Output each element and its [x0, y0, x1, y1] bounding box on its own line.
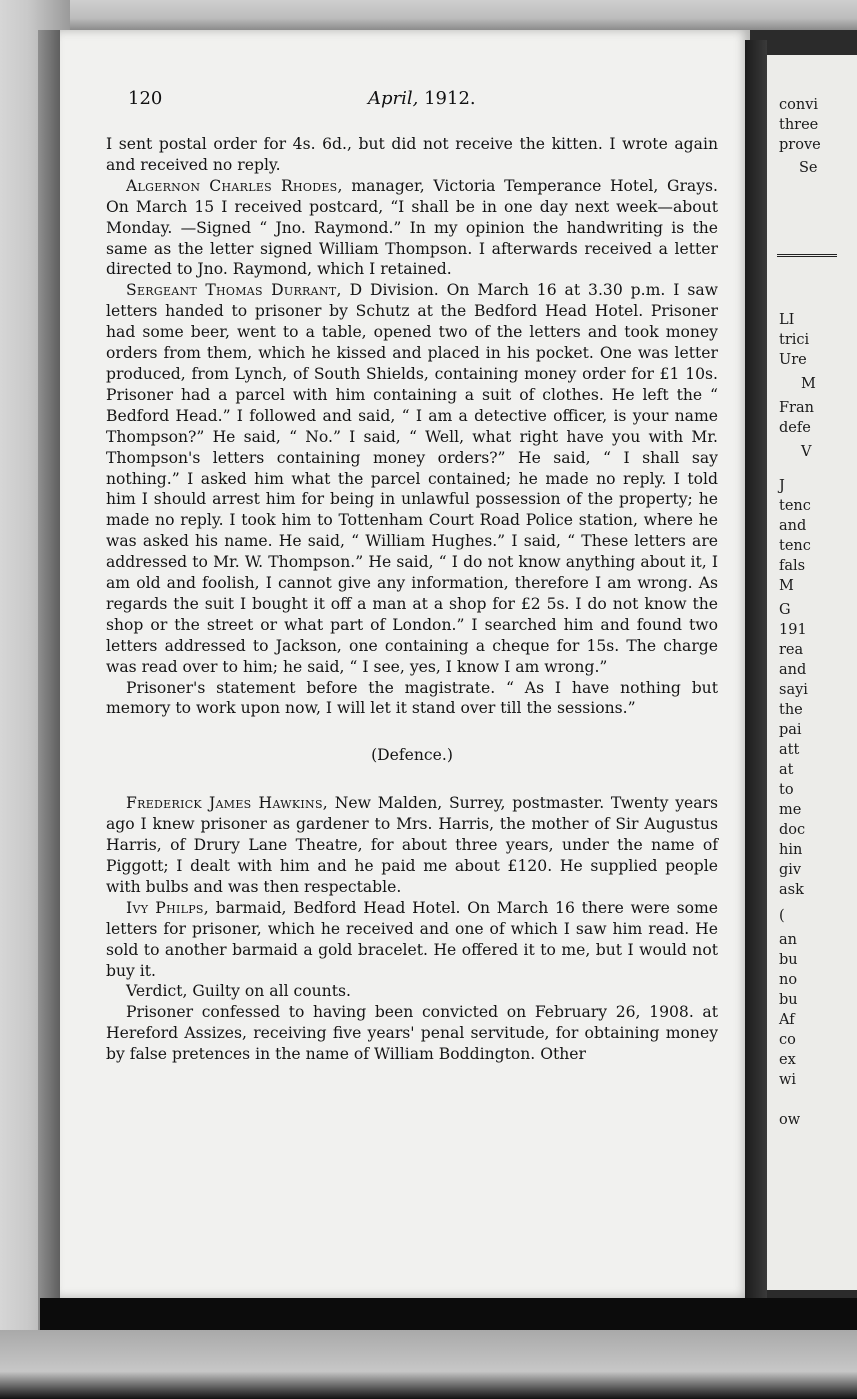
- facing-page-text: J: [779, 478, 785, 494]
- facing-page-text: the: [779, 702, 803, 718]
- paragraph: [106, 280, 718, 677]
- facing-page-text: trici: [779, 332, 810, 348]
- facing-page-text: three: [779, 117, 819, 133]
- paragraph-text: Prisoner's statement before the magistrate. “ As I have nothing but memory to work upon now, I will let it stand over till the sessions.”: [106, 678, 718, 718]
- facing-page-text: bu: [779, 952, 798, 968]
- paragraph-text: barmaid, Bedford Head Hotel. On March 16 there were some letters for prisoner, which he received and one of which I saw him read. He sold to another barmaid a gold bracelet. He offered it to me, but I would not buy it.: [106, 898, 718, 980]
- facing-page-text: no: [779, 972, 798, 988]
- witness-name: Sergeant Thomas Durrant,: [126, 281, 342, 300]
- facing-page-text: 191: [779, 622, 807, 638]
- paragraph-text: (Defence.): [371, 746, 453, 765]
- page-body: [106, 134, 718, 1065]
- page-number: 120: [128, 88, 163, 109]
- facing-page-text: prove: [779, 137, 821, 153]
- paragraph: [106, 134, 718, 176]
- facing-page-text: ask: [779, 882, 804, 898]
- witness-name: Ivy Philps,: [126, 898, 210, 917]
- paragraph-text: D Division. On March 16 at 3.30 p.m. I saw letters handed to prisoner by Schutz at the Bedford Head Hotel. Prisoner had some beer, went to a table, opened two of the letters and took money orders from them, which he kissed and placed in his pocket. One was letter produced, from Lynch, of South Shields, containing money order for £1 10s. Prisoner had a parcel with him containing a suit of clothes. He left the “ Bedford Head.” I followed and said, “ I am a detective officer, is your name Thompson?” He said, “ No.” I said, “ Well, what right have you with Mr. Thompson's letters containing money orders?” He said, “ I shall say nothing.” I asked him what the parcel contained; he made no reply. I told him I should arrest him for being in unlawful possession of the property; he made no reply. I took him to Tottenham Court Road Police station, where he was asked his name. He said, “ William Hughes.” I said, “ These letters are addressed to Mr. W. Thompson.” He said, “ I do not know anything about it, I am old and foolish, I cannot give any information, therefore I am wrong. As regards the suit I bought it off a man at a shop for £2 5s. I do not know the shop or the street or what part of London.” I searched him and found two letters addressed to Jackson, one containing a cheque for 15s. The charge was read over to him; he said, “ I see, yes, I know I am wrong.”: [106, 281, 718, 676]
- facing-page-text: tenc: [779, 538, 811, 554]
- facing-page-text: and: [779, 518, 807, 534]
- scan-bottom-edge: [40, 1298, 857, 1332]
- facing-page-text: at: [779, 762, 794, 778]
- facing-page-text: co: [779, 1032, 796, 1048]
- facing-page-text: Se: [799, 160, 818, 176]
- facing-page-text: convi: [779, 97, 819, 113]
- facing-page-text: G: [779, 602, 791, 618]
- facing-page-text: att: [779, 742, 800, 758]
- witness-name: Algernon Charles Rhodes,: [126, 176, 343, 195]
- facing-page-text: me: [779, 802, 802, 818]
- paragraph-text: I sent postal order for 4s. 6d., but did not receive the kitten. I wrote again and received no reply.: [106, 135, 718, 174]
- scan-top-margin: [0, 0, 857, 30]
- facing-page-text: ow: [779, 1112, 801, 1128]
- facing-page-text: and: [779, 662, 807, 678]
- facing-page-text: LI: [779, 312, 795, 328]
- facing-page-text: Af: [779, 1012, 795, 1028]
- facing-page-text: rea: [779, 642, 804, 658]
- facing-page-text: ex: [779, 1052, 796, 1068]
- facing-page-text: pai: [779, 722, 802, 738]
- paragraph-text: Verdict, Guilty on all counts.: [126, 982, 351, 1001]
- paragraph: [106, 176, 718, 281]
- paragraph: [106, 981, 718, 1002]
- book-spine-shadow: [38, 30, 62, 1330]
- facing-page-text: M: [801, 376, 816, 392]
- facing-page-text: (: [779, 908, 785, 924]
- witness-name: Frederick James Hawkins,: [126, 794, 329, 813]
- running-header: [128, 88, 688, 114]
- paragraph-text: manager, Victoria Temperance Hotel, Grays. On March 15 I received postcard, “I shall be in one day next week—about Monday. —Signed “ Jno. Raymond.” In my opinion the handwriting is the same as the letter signed William Thompson. I afterwards received a letter directed to Jno. Raymond, which I retained.: [106, 176, 718, 279]
- facing-page-text: an: [779, 932, 797, 948]
- facing-page-fragment: [767, 55, 857, 1290]
- header-year: 1912.: [424, 88, 476, 109]
- paragraph-text: Prisoner confessed to having been convicted on February 26, 1908. at Hereford Assizes, receiving five years' penal servitude, for obtaining money by false pretences in the name of William Boddington. Other: [106, 1003, 718, 1064]
- facing-page-text: sayi: [779, 682, 808, 698]
- scan-bottom-margin: [0, 1330, 857, 1399]
- section-heading: [106, 745, 718, 766]
- facing-page-text: M: [779, 578, 794, 594]
- paragraph-text: New Malden, Surrey, postmaster. Twenty years ago I knew prisoner as gardener to Mrs. Harris, the mother of Sir Augustus Harris, of Drury Lane Theatre, for about three years, under the name of Piggott; I dealt with him and he paid me about £120. He supplied people with bulbs and was then respectable.: [106, 794, 718, 896]
- facing-page-text: giv: [779, 862, 802, 878]
- facing-page-text: tenc: [779, 498, 811, 514]
- page-gutter: [745, 40, 767, 1300]
- facing-page-text: defe: [779, 420, 811, 436]
- facing-page-rule: [777, 254, 837, 257]
- facing-page-text: V: [801, 444, 812, 460]
- facing-page-text: to: [779, 782, 794, 798]
- facing-page-text: wi: [779, 1072, 797, 1088]
- facing-page-text: fals: [779, 558, 806, 574]
- header-month: April,: [368, 88, 419, 109]
- facing-page-text: Ure: [779, 352, 807, 368]
- facing-page-text: doc: [779, 822, 806, 838]
- paragraph: [106, 678, 718, 720]
- paragraph: [106, 1002, 718, 1065]
- facing-page-text: hin: [779, 842, 803, 858]
- facing-page-text: bu: [779, 992, 798, 1008]
- header-date: [368, 88, 476, 109]
- facing-page-text: Fran: [779, 400, 814, 416]
- paragraph: [106, 793, 718, 898]
- paragraph: [106, 898, 718, 982]
